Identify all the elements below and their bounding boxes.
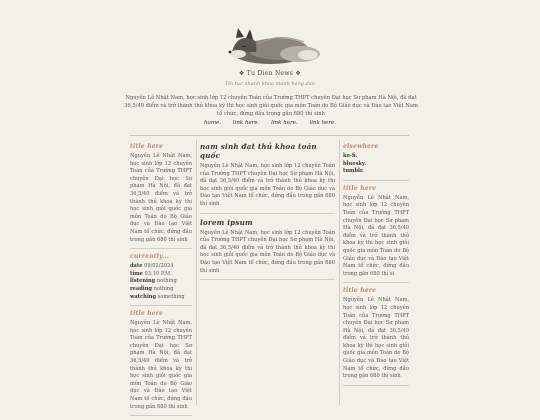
post-1 (200, 142, 335, 214)
section-title: title here (130, 310, 164, 318)
column-divider-right (339, 140, 340, 405)
tumblr-link[interactable]: tumblr. (343, 168, 364, 175)
blog-title: ❖ Tu Dien News ❖ (238, 70, 302, 77)
section-body: Nguyễn Lê Nhật Nam, học sinh lớp 12 chuyên Toán của Trường THPT chuyên Đại học Sư phạm Hà Nội, đã đạt 36,5/40 điểm và trở thành thủ khoa kỳ thi học sinh giỏi quốc gia môn Toán do Bộ Giáo dục và Đào tạo Việt Nam tổ chức, đứng đầu trong gần 680 thí sinh (343, 297, 409, 380)
section-body: Nguyễn Lê Nhật Nam, học sinh lớp 12 chuyên Toán của Trường THPT chuyên Đại học Sư phạm Hà Nội, đã đạt 36,5/40 điểm và trở thành thủ khoa kỳ thi học sinh giỏi quốc gia môn Toán do Bộ Giáo dục và Đào tạo Việt Nam tổ chức, đứng đầu trong gần 680 thí sinh (130, 320, 192, 410)
main-content (200, 140, 335, 284)
right-section-1 (343, 185, 409, 284)
section-body: Nguyễn Lê Nhật Nam, học sinh lớp 12 chuyên Toán của Trường THPT chuyên Đại học Sư phạm Hà Nội, đã đạt 36,5/40 điểm và trở thành thủ khoa kỳ thi học sinh giỏi quốc gia môn Toán do Bộ Giáo dục và Đào tạo Việt Nam tổ chức, đứng đầu trong gần 680 thí sinh (130, 153, 192, 243)
section-body: Nguyễn Lê Nhật Nam, học sinh lớp 12 chuyên Toán của Trường THPT chuyên Đại học Sư phạm Hà Nội, đã đạt 36,5/40 điểm và trở thành thủ khoa kỳ thi học sinh giỏi quốc gia môn Toán do Bộ Giáo dục và Đào tạo Việt Nam tổ chức, đứng đầu trong gần 680 thí si (343, 194, 409, 277)
currently-date: date 09/02/2024 (130, 263, 174, 270)
post-title[interactable]: nam sinh đạt thủ khoa toán quốc (200, 142, 317, 160)
currently-list (130, 263, 192, 301)
nav-bar (0, 120, 540, 126)
currently-time: time 03:10 P.M. (130, 270, 172, 277)
left-section-2 (130, 310, 192, 416)
column-divider-left (196, 140, 197, 405)
header-divider (130, 135, 409, 136)
elsewhere-links (343, 153, 409, 176)
currently-watching: watching something (130, 293, 185, 300)
blog-header (0, 0, 540, 132)
currently-section (130, 253, 192, 306)
left-section-1 (130, 143, 192, 249)
currently-title: currently... (130, 253, 170, 261)
kofi-link[interactable]: ko-fi. (343, 153, 358, 159)
nav-link-2[interactable]: link here. (271, 120, 298, 126)
post-title[interactable]: lorem ipsum (200, 217, 253, 227)
bluesky-link[interactable]: bluesky. (343, 160, 366, 167)
blog-description: Nguyễn Lê Nhật Nam, học sinh lớp 12 chuyên Toán của Trường THPT chuyên Đại học Sư phạm Hà Nội, đã đạt 36,5/40 điểm và trở thành thủ khoa kỳ thi học sinh giỏi quốc gia môn Toán do Bộ Giáo dục và Đào tạo Việt Nam tổ chức, đứng đầu trong gần 680 thí sinh (124, 95, 418, 118)
section-title: title here (130, 143, 164, 150)
section-title: title here (343, 287, 377, 295)
currently-reading: reading nothing (130, 285, 174, 292)
nav-link-3[interactable]: link here. (309, 120, 337, 126)
left-sidebar (130, 140, 192, 420)
blog-subtitle: Tin tuc nhanh khoa manh hang dau (224, 81, 315, 87)
nav-link-1[interactable]: link here. (232, 120, 260, 126)
nav-home-link[interactable]: home. (203, 120, 222, 126)
post-body: Nguyễn Lê Nhật Nam, học sinh lớp 12 chuyên Toán của Trường THPT chuyên Đại học Sư phạm Hà Nội, đã đạt 36,5/40 điểm và trở thành thủ khoa kỳ thi học sinh giỏi quốc gia môn Toán do Bộ Giáo dục và Đào tạo Việt Nam tổ chức, đứng đầu trong gần 680 thí sinh (200, 163, 335, 207)
right-section-2 (343, 287, 409, 386)
section-title: title here (343, 184, 377, 192)
sleeping-fox-image (218, 22, 322, 66)
elsewhere-title: elsewhere (343, 143, 379, 150)
elsewhere-section (343, 143, 409, 181)
currently-listening: listening nothing (130, 278, 177, 285)
post-body: Nguyễn Lê Nhật Nam, học sinh lớp 12 chuyên Toán của Trường THPT chuyên Đại học Sư phạm Hà Nội, đã đạt 36,5/40 điểm và trở thành thủ khoa kỳ thi học sinh giỏi quốc gia môn Toán do Bộ Giáo dục và Đào tạo Việt Nam tổ chức, đứng đầu trong gần 680 thí sinh (200, 229, 335, 274)
right-sidebar (343, 140, 409, 390)
post-2 (200, 218, 335, 281)
